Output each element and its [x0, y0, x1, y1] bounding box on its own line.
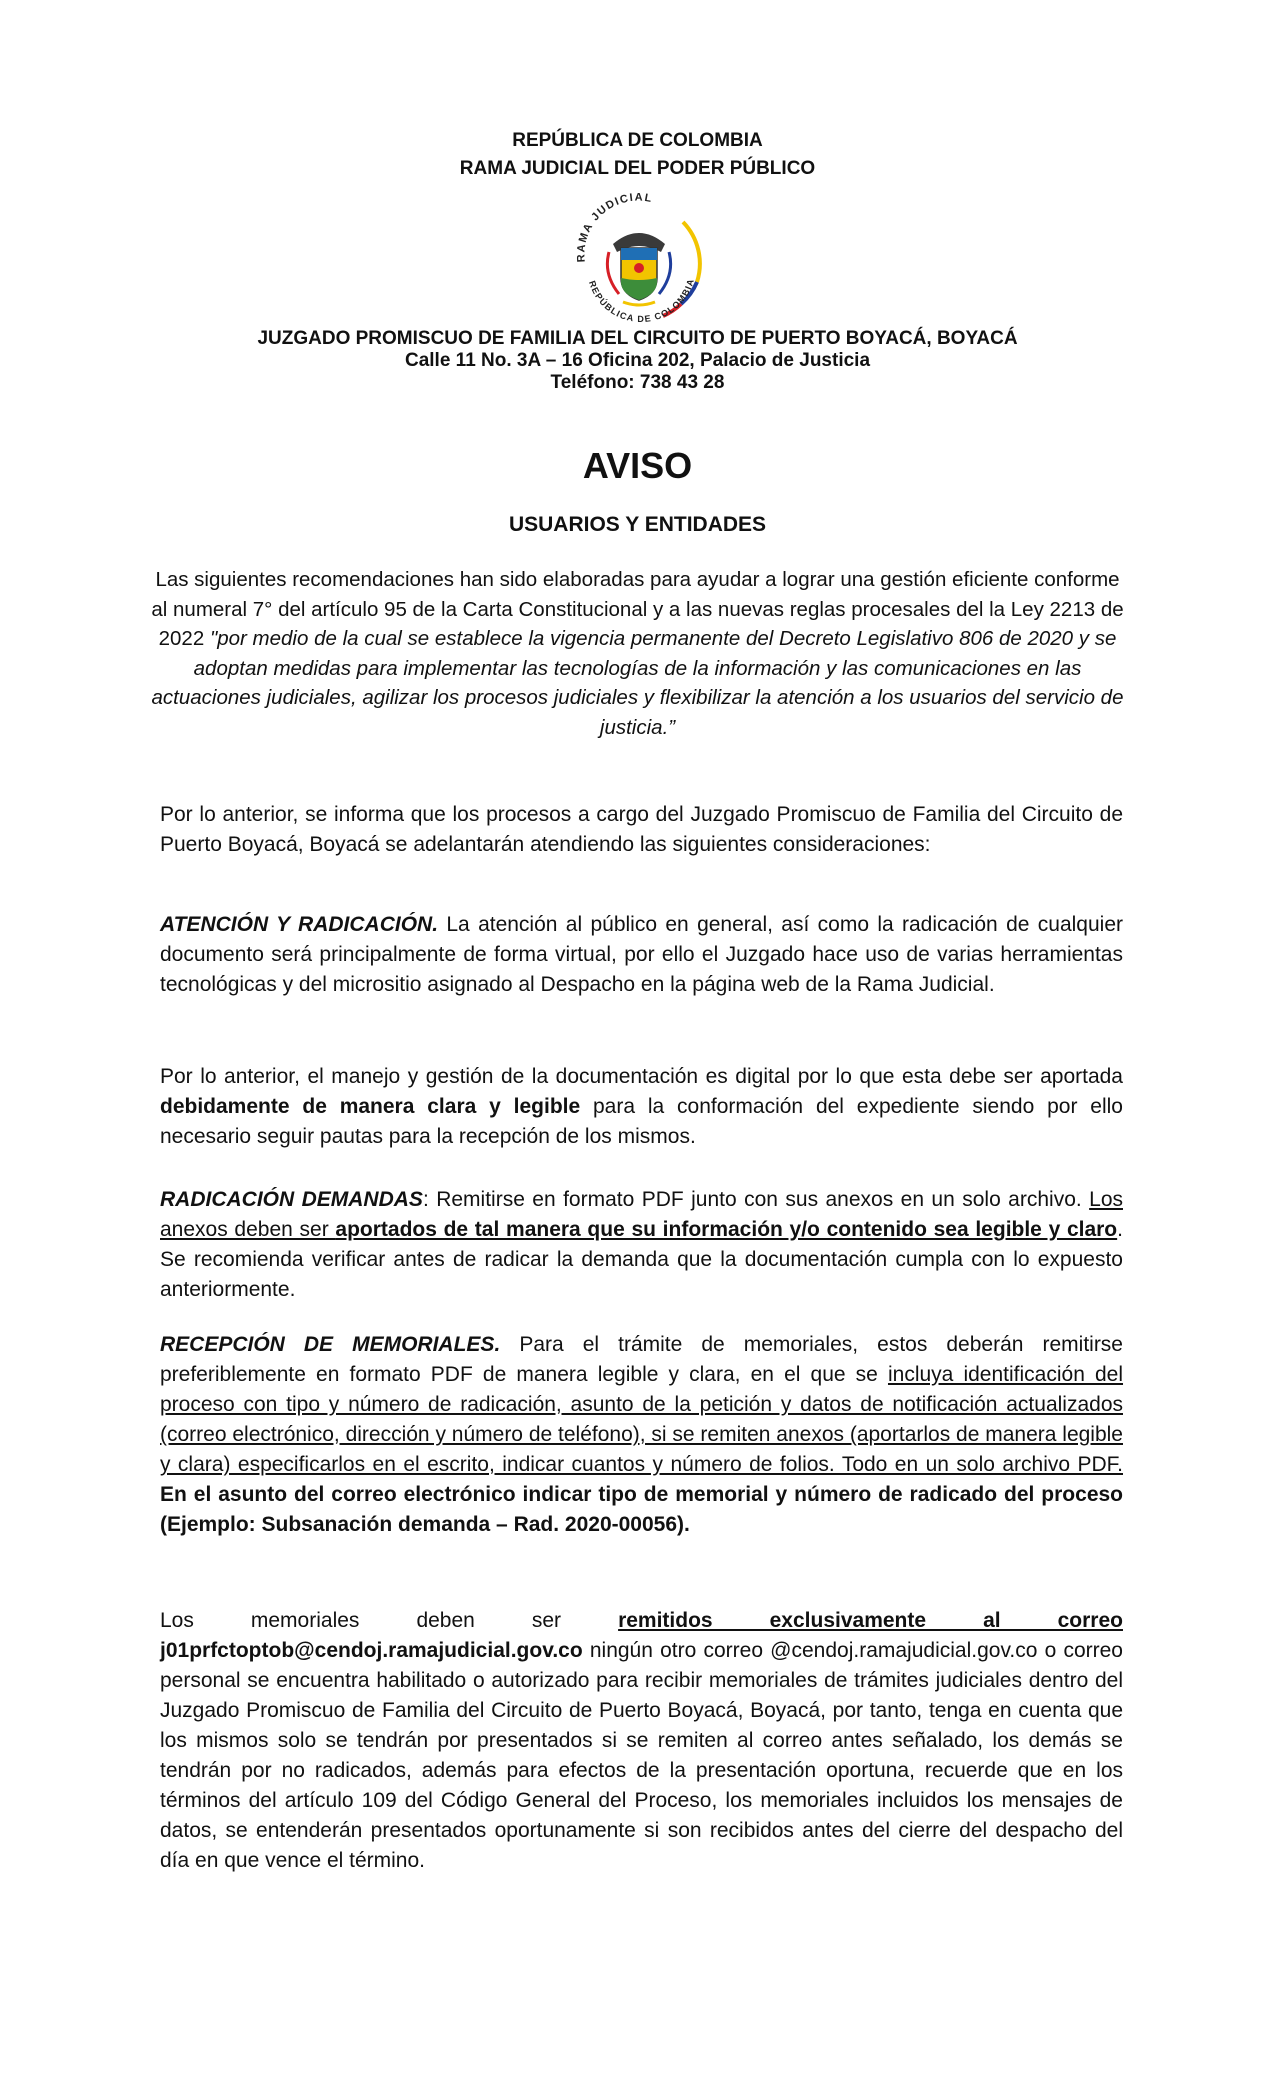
seal-bottom-text: REPÚBLICA DE COLOMBIA [586, 277, 697, 324]
exclusivo-emphasis: remitidos exclusivamente al correo [618, 1609, 1123, 1632]
lead-paragraph: Por lo anterior, se informa que los procesos a cargo del Juzgado Promiscuo de Familia del Circuito de Puerto Boyacá, Boyacá se adelantarán atendiendo las siguientes consideraciones: [160, 803, 1123, 856]
intro-text: Las siguientes recomendaciones han sido elaboradas para ayudar a lograr una gestión eficiente conforme al numeral 7° del artículo 95 de la Carta Constitucional y a las nuevas reglas procesales del la Ley 2213 de 2022 [151, 568, 1124, 650]
atencion-paragraph [160, 910, 1123, 1000]
intro-paragraph [150, 565, 1125, 742]
seal-top-text: RAMA JUDICIAL [575, 191, 654, 263]
demandas-paragraph [160, 1185, 1123, 1305]
memoriales-underlined: incluya identificación del proceso con tipo y número de radicación, asunto de la petición y datos de notificación actualizados (correo electrónico, dirección y número de teléfono), si se remiten anexos (aportarlos de manera legible y clara) especificarlos en el escrito, indicar cuantos y número de folios. Todo en un solo archivo PDF. [160, 1363, 1124, 1476]
demandas-bold-underlined: aportados de tal manera que su información y/o contenido sea legible y claro [335, 1218, 1118, 1241]
documentacion-paragraph [160, 1062, 1123, 1152]
exclusivo-text-2: ningún otro correo @cendoj.ramajudicial.gov.co o correo personal se encuentra habilitado o autorizado para recibir memoriales de trámites judiciales dentro del Juzgado Promiscuo de Familia del Circuito de Puerto Boyacá, Boyacá, por tanto, tenga en cuenta que los mismos solo se tendrán por presentados si se remiten al correo antes señalado, los demás se tendrán por no radicados, además para efectos de la presentación oportuna, recuerde que en los términos del artículo 109 del Código General del Proceso, los memoriales incluidos los mensajes de datos, se entenderán presentados oportunamente si son recibidos antes del cierre del despacho del día en que vence el término. [160, 1639, 1123, 1872]
court-phone: Teléfono: 738 43 28 [550, 372, 725, 393]
memoriales-paragraph [160, 1330, 1123, 1540]
demandas-underlined: Los anexos deben ser [160, 1188, 1123, 1241]
memoriales-subject-instruction: En el asunto del correo electrónico indicar tipo de memorial y número de radicado del proceso (Ejemplo: Subsanación demanda – Rad. 2020-00056). [160, 1483, 1123, 1536]
documentacion-text-2: para la conformación del expediente siendo por ello necesario seguir pautas para la recepción de los mismos. [160, 1095, 1123, 1148]
notice-subtitle: USUARIOS Y ENTIDADES [508, 513, 767, 536]
atencion-heading: ATENCIÓN Y RADICACIÓN. [160, 913, 439, 936]
documentacion-emphasis: debidamente de manera clara y legible [160, 1095, 581, 1118]
court-address: Calle 11 No. 3A – 16 Oficina 202, Palacio de Justicia [404, 350, 871, 371]
branch-heading: RAMA JUDICIAL DEL PODER PÚBLICO [459, 158, 816, 179]
exclusivo-paragraph [160, 1606, 1123, 1876]
court-name: JUZGADO PROMISCUO DE FAMILIA DEL CIRCUITO DE PUERTO BOYACÁ, BOYACÁ [257, 328, 1018, 349]
memoriales-heading: RECEPCIÓN DE MEMORIALES. [160, 1333, 501, 1356]
memoriales-text-1: Para el trámite de memoriales, estos deberán remitirse preferiblemente en formato PDF de manera legible y clara, en el que se [160, 1333, 1123, 1386]
court-email: j01prfctoptob@cendoj.ramajudicial.gov.co [160, 1639, 583, 1662]
demandas-text-1: : Remitirse en formato PDF junto con sus anexos en un solo archivo. [422, 1188, 1090, 1211]
notice-title: AVISO [582, 445, 693, 486]
demandas-heading: RADICACIÓN DEMANDAS [160, 1188, 423, 1211]
rama-judicial-seal-icon [563, 182, 715, 334]
atencion-text: La atención al público en general, así como la radicación de cualquier documento será principalmente de forma virtual, por ello el Juzgado hace uso de varias herramientas tecnológicas y del micrositio asignado al Despacho en la página web de la Rama Judicial. [160, 913, 1123, 996]
exclusivo-text-1: Los memoriales deben ser [160, 1609, 619, 1632]
country-heading: REPÚBLICA DE COLOMBIA [512, 130, 763, 151]
documentacion-text-1: Por lo anterior, el manejo y gestión de la documentación es digital por lo que esta debe ser aportada [160, 1065, 1123, 1088]
demandas-text-2: . Se recomienda verificar antes de radicar la demanda que la documentación cumpla con lo expuesto anteriormente. [160, 1218, 1123, 1301]
intro-law-quote: "por medio de la cual se establece la vigencia permanente del Decreto Legislativo 806 de 2020 y se adoptan medidas para implementar las tecnologías de la información y las comunicaciones en las actuaciones judiciales, agilizar los procesos judiciales y flexibilizar la atención a los usuarios del servicio de justicia.” [151, 627, 1124, 739]
